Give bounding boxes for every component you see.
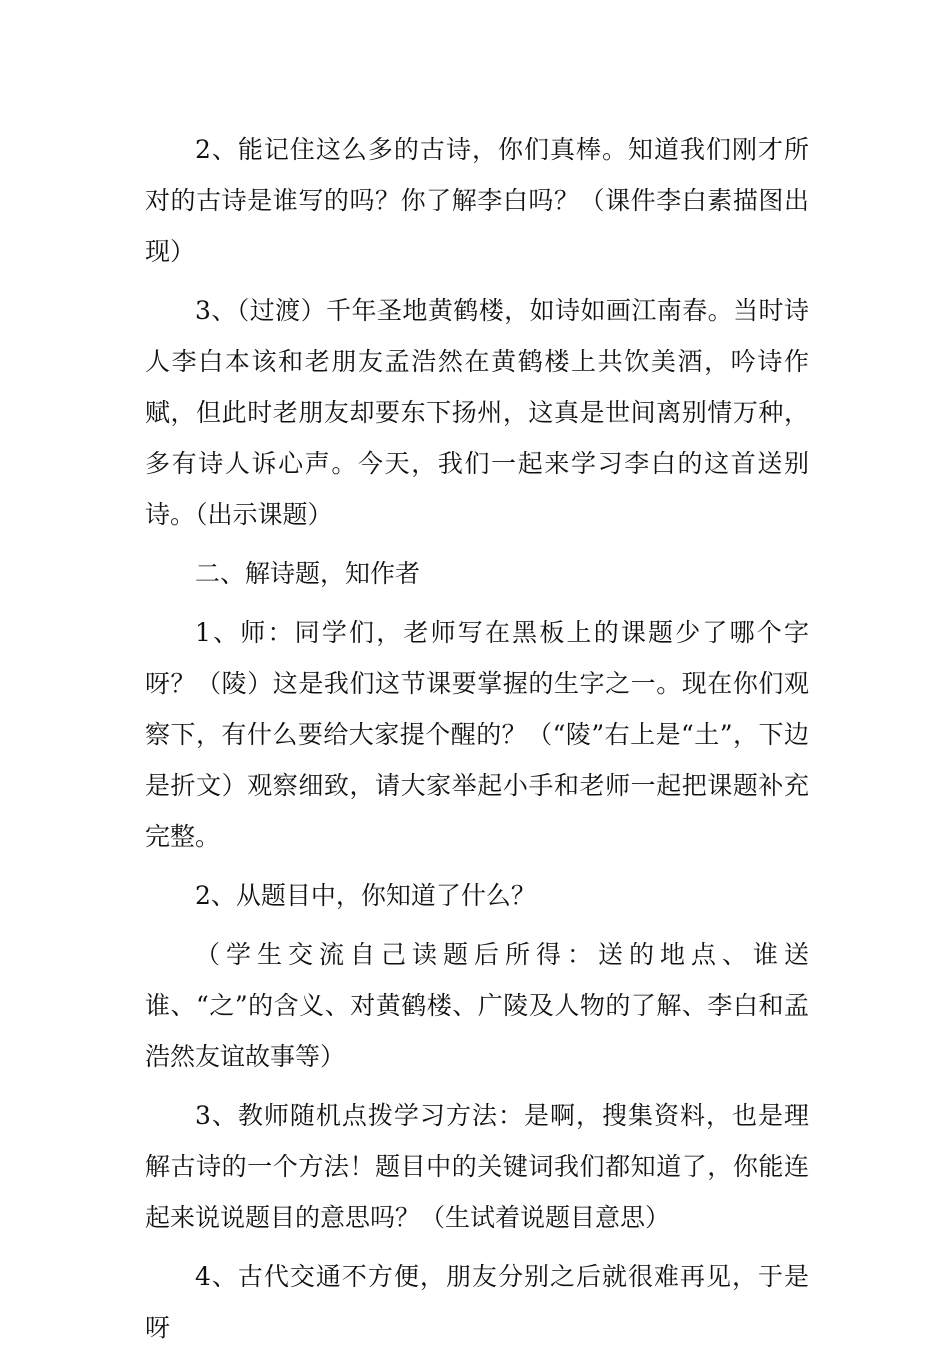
paragraph-item-2-question: 2、从题目中，你知道了什么？ [195,881,536,910]
paragraph-item-4-partial: 4、古代交通不方便，朋友分别之后就很难再见，于是呀 [145,1262,809,1342]
section-heading: 二、解诗题，知作者 [195,559,421,588]
paragraph-item-2: 2、能记住这么多的古诗，你们真棒。知道我们刚才所对的古诗是谁写的吗？你了解李白吗？（课件李白素描图出现） [145,135,809,266]
paragraph-item-3-method: 3、教师随机点拨学习方法：是啊，搜集资料，也是理解古诗的一个方法！题目中的关键词我们都知道了，你能连起来说说题目的意思吗？（生试着说题目意思） [145,1101,809,1232]
paragraph-item-3-transition: 3、（过渡）千年圣地黄鹤楼，如诗如画江南春。当时诗人李白本该和老朋友孟浩然在黄鹤楼上共饮美酒，吟诗作赋，但此时老朋友却要东下扬州，这真是世间离别情万种，多有诗人诉心声。今天，我们一起来学习李白的这首送别诗。（出示课题） [145,296,809,529]
paragraph-student-exchange: （学生交流自己读题后所得：送的地点、谁送谁、“之”的含义、对黄鹤楼、广陵及人物的了解、李白和孟浩然友谊故事等） [145,940,809,1071]
document-body [145,124,809,1361]
paragraph-item-1-teacher: 1、师：同学们，老师写在黑板上的课题少了哪个字呀？（陵）这是我们这节课要掌握的生字之一。现在你们观察下，有什么要给大家提个醒的？（“陵”右上是“土”，下边是折文）观察细致，请大家举起小手和老师一起把课题补充完整。 [145,618,809,851]
